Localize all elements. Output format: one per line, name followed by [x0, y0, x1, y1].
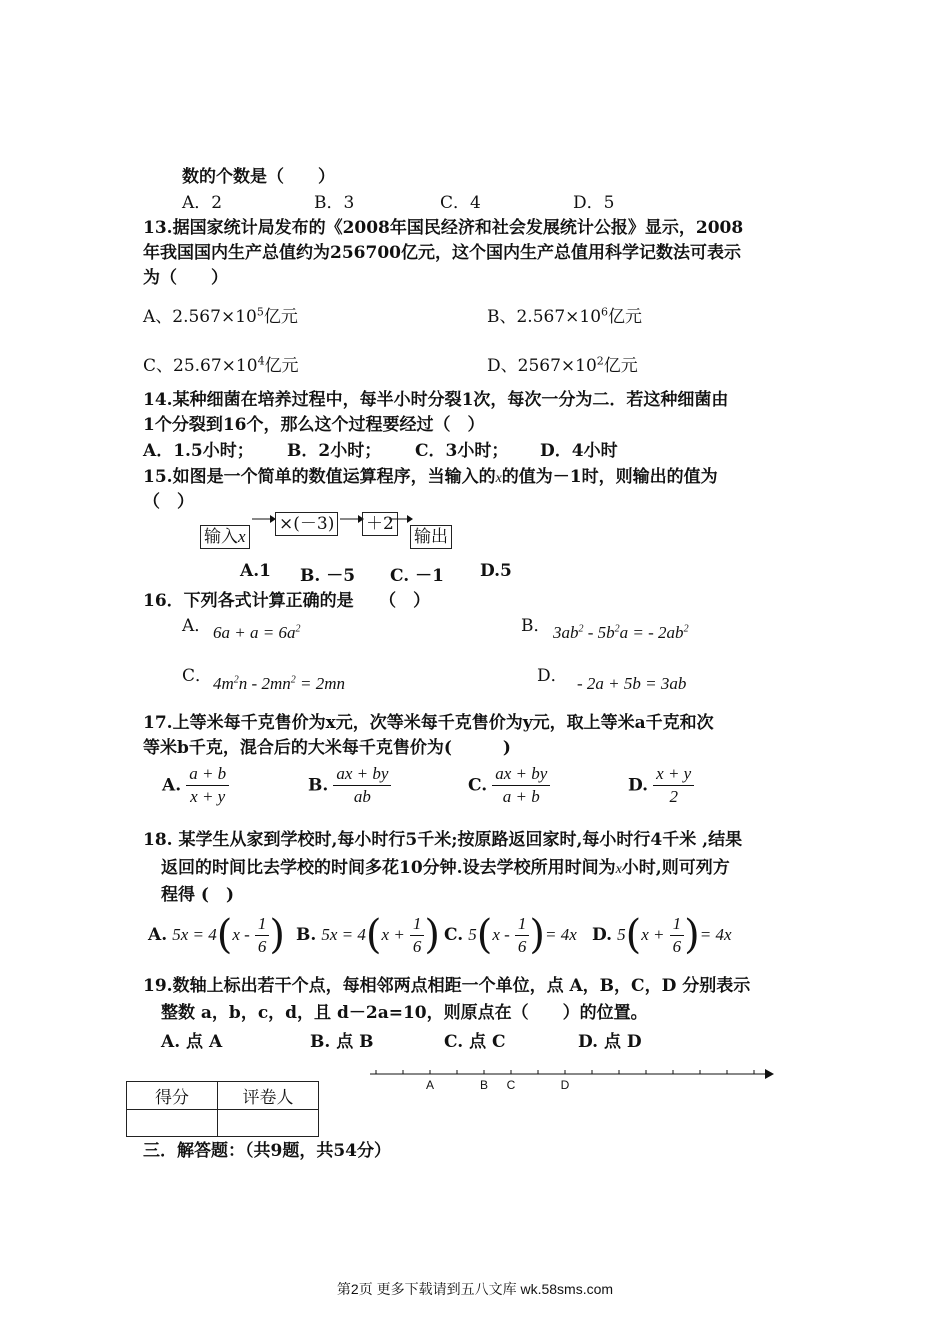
score-header: 得分	[127, 1082, 218, 1110]
number-line-label-c: C	[506, 1078, 516, 1092]
q13-line3: 为（ ）	[143, 268, 228, 288]
q14-option-b: B．2小时；	[287, 441, 382, 461]
grader-header: 评卷人	[218, 1082, 319, 1110]
flow-arrow-1	[252, 511, 276, 527]
q16-label-c: C．	[182, 666, 213, 686]
q16-expr-c: $4m^2n - 2mn^2 = 2mn$	[213, 674, 345, 693]
q15-option-b: B. －5	[300, 566, 356, 586]
page-footer: 第2页 更多下载请到五八文库 wk.58sms.com	[336, 1281, 614, 1297]
grader-cell[interactable]	[218, 1110, 319, 1137]
q17-option-c: C. $\frac{ax + by}{a + b}$	[468, 763, 550, 808]
section-3-heading: 三．解答题：（共9题，共54分）	[143, 1141, 391, 1161]
flow-op2-box: ＋2	[362, 509, 398, 534]
score-cell[interactable]	[127, 1110, 218, 1137]
q13-line1: 13.据国家统计局发布的《2008年国民经济和社会发展统计公报》显示，2008	[143, 218, 744, 238]
q14-option-c: C．3小时；	[415, 441, 509, 461]
q14-line2: 1个分裂到16个，那么这个过程要经过（ ）	[143, 415, 485, 435]
q18-line1: 18. 某学生从家到学校时,每小时行5千米;按原路返回家时,每小时行4千米 ,结果	[143, 830, 743, 850]
q18-option-d: D. 5(x + $\frac{1}{6}$ )= 4x	[592, 912, 732, 958]
q17-line2: 等米b千克，混合后的大米每千克售价为( )	[143, 738, 511, 758]
q16-expr-a: $6a + a = 6a^2$	[213, 623, 301, 642]
number-line-arrowhead	[765, 1069, 774, 1079]
q19-option-d: D. 点 D	[578, 1032, 642, 1052]
q15-line1: 15.如图是一个简单的数值运算程序，当输入的x的值为－1时，则输出的值为	[143, 467, 718, 487]
number-line	[360, 1062, 780, 1096]
flow-output-box: 输出	[410, 522, 452, 547]
q15-line2: （ ）	[143, 492, 194, 512]
q17-line1: 17.上等米每千克售价为x元，次等米每千克售价为y元，取上等米a千克和次	[143, 713, 714, 733]
q18-option-c: C. 5(x - $\frac{1}{6}$ )= 4x	[444, 912, 577, 958]
q16-label-a: A．	[182, 616, 212, 636]
q19-option-b: B. 点 B	[310, 1032, 374, 1052]
q14-line1: 14.某种细菌在培养过程中，每半小时分裂1次，每次一分为二．若这种细菌由	[143, 390, 729, 410]
q15-option-c: C. －1	[390, 566, 444, 586]
q12-stem-tail: 数的个数是（ ）	[182, 167, 335, 187]
q16-label-d: D．	[537, 666, 568, 686]
q13-option-c: C、$25.67\times 10^4$亿元	[143, 354, 299, 376]
q18-option-b: B. 5x = 4(x + $\frac{1}{6}$ )	[296, 912, 441, 958]
q16-expr-d: - 2a + 5b = 3ab	[577, 674, 687, 693]
q16-stem: 16．下列各式计算正确的是 （ ）	[143, 591, 431, 611]
q17-option-d: D. $\frac{x + y}{2}$	[628, 763, 694, 808]
flow-op1-box: ×(－3)	[275, 509, 338, 534]
q13-option-d: D、$2567\times 10^2$亿元	[487, 354, 638, 376]
q19-option-a: A. 点 A	[161, 1032, 223, 1052]
flow-arrow-2	[340, 511, 364, 527]
q13-option-b: B、$2.567\times 10^6$亿元	[487, 305, 643, 327]
q12-option-b: B．3	[314, 193, 355, 213]
number-line-label-d: D	[560, 1078, 570, 1092]
q12-option-a: A．2	[182, 193, 223, 213]
q13-option-a: A、$2.567\times 10^5$亿元	[143, 305, 298, 327]
q18-option-a: A. 5x = 4(x - $\frac{1}{6}$ )	[148, 912, 286, 958]
q12-option-c: C．4	[440, 193, 481, 213]
number-line-label-b: B	[479, 1078, 489, 1092]
q12-option-d: D．5	[573, 193, 615, 213]
q16-label-b: B．	[521, 616, 551, 636]
q19-line1: 19.数轴上标出若干个点，每相邻两点相距一个单位，点 A，B，C，D 分别表示	[143, 976, 751, 996]
q16-expr-b: $3ab^2 - 5b^2a$ = - $2ab^2$	[553, 623, 689, 642]
number-line-label-a: A	[425, 1078, 435, 1092]
q17-option-a: A. $\frac{a + b}{x + y}$	[162, 763, 229, 808]
q19-line2: 整数 a，b，c，d，且 d－2a=10，则原点在（ ）的位置。	[161, 1003, 648, 1023]
q13-line2: 年我国国内生产总值约为256700亿元，这个国内生产总值用科学记数法可表示	[143, 243, 741, 263]
q18-line3: 程得 ( )	[161, 885, 235, 905]
q17-option-b: B. $\frac{ax + by}{ab}$	[308, 763, 391, 808]
q15-option-d: D.5	[480, 561, 512, 581]
score-table	[126, 1081, 319, 1137]
q14-option-a: A．1.5小时；	[143, 441, 254, 461]
q19-option-c: C. 点 C	[444, 1032, 506, 1052]
q14-option-d: D．4小时	[540, 441, 618, 461]
flow-input-box: 输入x	[200, 522, 250, 547]
q18-line2: 返回的时间比去学校的时间多花10分钟.设去学校所用时间为x小时,则可列方	[161, 858, 730, 878]
q15-option-a: A.1	[240, 561, 271, 581]
